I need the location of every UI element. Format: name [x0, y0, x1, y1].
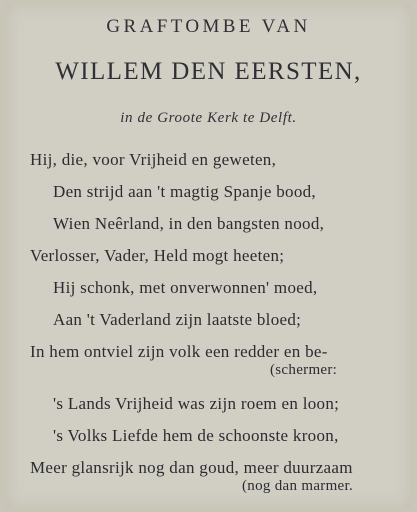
- verse-line: Aan 't Vaderland zijn laatste bloed;: [53, 310, 302, 329]
- verse-line: Verlosser, Vader, Held mogt heeten;: [30, 246, 285, 265]
- verse-line: 's Lands Vrijheid was zijn roem en loon;: [53, 394, 340, 413]
- verse-line: Hij, die, voor Vrijheid en geweten,: [30, 150, 277, 169]
- verse-line: Wien Neêrland, in den bangsten nood,: [53, 214, 325, 233]
- verse-line: Meer glansrijk nog dan goud, meer duurzaam: [30, 458, 353, 477]
- verse-line: In hem ontviel zijn volk een redder en be-: [30, 342, 328, 361]
- verse-line: Hij schonk, met onverwonnen' moed,: [53, 278, 318, 297]
- verse-line-continuation: (nog dan marmer.: [242, 478, 354, 494]
- verse-line: Den strijd aan 't magtig Spanje bood,: [53, 182, 316, 201]
- verse-line-continuation: (schermer:: [270, 362, 338, 378]
- title-line-1: GRAFTOMBE VAN: [106, 16, 311, 37]
- title-line-2: WILLEM DEN EERSTEN,: [55, 58, 362, 85]
- document-page: [6, 4, 411, 508]
- subtitle: in de Groote Kerk te Delft.: [120, 110, 297, 126]
- verse-line: 's Volks Liefde hem de schoonste kroon,: [53, 426, 339, 445]
